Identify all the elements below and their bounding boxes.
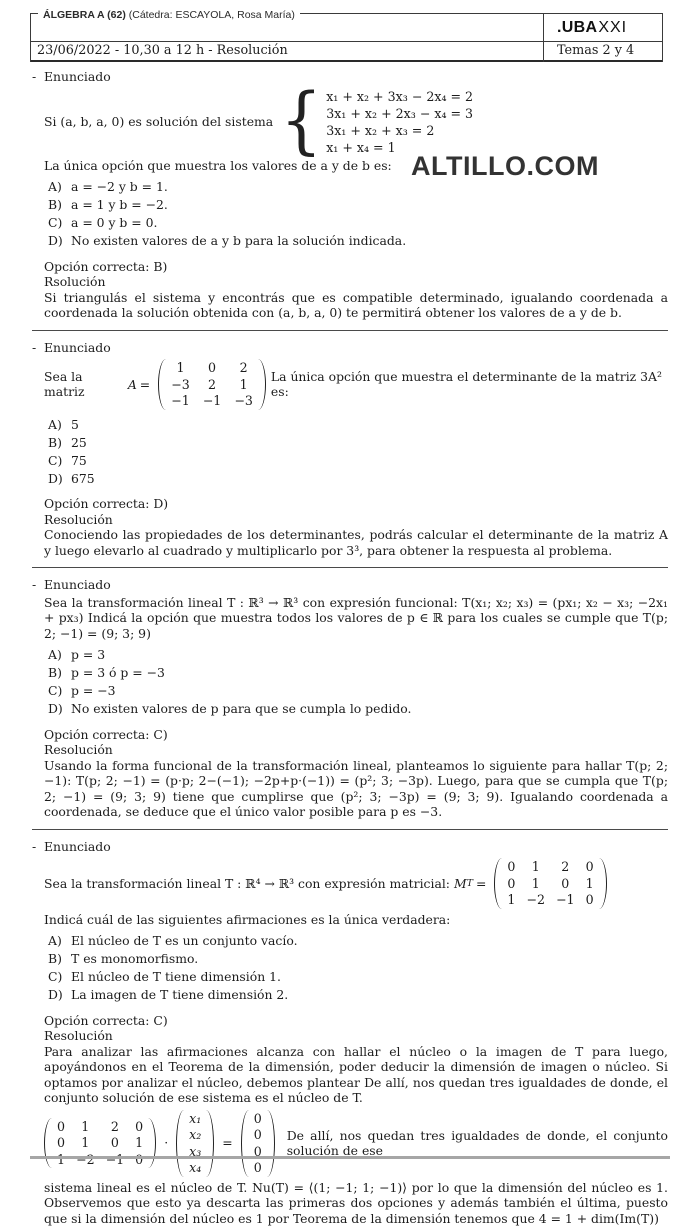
options-list (48, 417, 668, 487)
options-list (48, 647, 668, 717)
left-paren-icon (158, 359, 166, 410)
option-letter: A) (48, 179, 71, 195)
matrix-cell: 0 (586, 892, 594, 908)
resolution-label: Resolución (44, 512, 668, 528)
matrix-cell: 1 (507, 892, 515, 908)
variable-vector (176, 1109, 214, 1178)
matrix-cell: 1 (586, 876, 594, 892)
matrix-cell: 1 (76, 1119, 95, 1135)
option-letter: B) (48, 197, 71, 213)
matrix-cell: 1 (526, 876, 545, 892)
equation-line: x₁ + x₂ + 3x₃ − 2x₄ = 2 (326, 88, 473, 105)
zero-vector (241, 1109, 275, 1178)
option-b (48, 665, 668, 681)
exam-header-table (30, 13, 663, 62)
matrix-cell: 2 (106, 1119, 125, 1135)
option-text: 675 (71, 471, 668, 487)
course-title (38, 8, 300, 24)
system-statement-row (44, 88, 668, 156)
bullet-dash: - (32, 69, 36, 85)
option-text: El núcleo de T es un conjunto vacío. (71, 933, 668, 949)
option-text: a = 1 y b = −2. (71, 197, 668, 213)
option-letter: B) (48, 435, 71, 451)
vector-cell: x₃ (189, 1144, 201, 1160)
matrix-A (158, 358, 266, 411)
matrix-cell: 1 (57, 1152, 65, 1168)
equation-line: 3x₁ + x₂ + 2x₃ − x₄ = 3 (326, 105, 473, 122)
system-brace-icon: { (280, 87, 322, 156)
matrix-cell: −2 (76, 1152, 95, 1168)
option-d (48, 233, 668, 249)
resolution-paragraph-2: sistema lineal es el núcleo de T. Nu(T) = ⟨(1; −1; 1; −1)⟩ por lo que la dimensión del núcleo es 1. Observemos que esto ya descarta las primeras dos opciones y además también el última, puesto que si la dimensión del núcleo es 1 por Teorema de la dimensión tenemos que 4 = 1 + dim(Im(T)) (44, 1180, 668, 1226)
question-text: La única opción que muestra el determinante de la matriz 3A² es: (271, 369, 668, 400)
option-text: T es monomorfismo. (71, 951, 668, 967)
option-a (48, 647, 668, 663)
matrix-cell: −1 (203, 393, 222, 409)
matrix-cell: −3 (171, 377, 190, 393)
matrix-cell: 0 (203, 360, 222, 376)
matrix-grid (166, 358, 258, 411)
matrix-cell: −2 (526, 892, 545, 908)
option-letter: A) (48, 647, 71, 663)
enunciado-label: Enunciado (44, 839, 668, 855)
matrix-cell: 0 (106, 1135, 125, 1151)
vector-grid (249, 1109, 267, 1178)
option-d (48, 471, 668, 487)
logo-uba: .UBA (557, 19, 597, 36)
matrix-cell: 0 (556, 876, 575, 892)
option-text: 25 (71, 435, 668, 451)
matrix-intro-text: Sea la matriz (44, 369, 124, 400)
option-a (48, 933, 668, 949)
course-title-bold: ÁLGEBRA A (62) (43, 9, 126, 21)
option-b (48, 951, 668, 967)
option-text: La imagen de T tiene dimensión 2. (71, 987, 668, 1003)
matrix-grid (502, 857, 598, 910)
option-text: a = −2 y b = 1. (71, 179, 668, 195)
exam-date-line: 23/06/2022 - 10,30 a 12 h - Resolución (31, 43, 288, 58)
option-letter: C) (48, 215, 71, 231)
option-c (48, 969, 668, 985)
vector-cell: x₄ (189, 1160, 201, 1176)
matrix-cell: 2 (556, 859, 575, 875)
resolution-paragraph-1: Para analizar las afirmaciones alcanza con hallar el núcleo o la imagen de T para luego, apoyándonos en el Teorema de la dimensión, poder deducir la dimensión de imagen o núcleo. Si optamos por analizar el núcleo, debemos plantear De allí, nos quedan tres igualdades de donde, el conjunto solución de ese sistema es el núcleo de T. (44, 1044, 668, 1106)
header-course-cell (31, 13, 543, 41)
matrix-statement-row (44, 358, 668, 411)
resolution-text: Usando la forma funcional de la transformación lineal, planteamos lo siguiente para hallar T(p; 2; −1): T(p; 2; −1) = (p·p; 2−(−1); −2p+p·(−1)) = (p²; 3; −3p). Luego, para que se cumpla que T(p; 2; −1) = (9; 3; 9) tiene que cumplirse que (p²; 3; −3p) = (9; 3; 9). Igualando coordenada a coordenada, se deduce que el único valor posible para p es −3. (44, 758, 668, 820)
option-c (48, 453, 668, 469)
correct-option: Opción correcta: D) (44, 496, 668, 512)
section-separator (32, 567, 668, 568)
section-separator (32, 330, 668, 331)
option-letter: A) (48, 933, 71, 949)
option-letter: D) (48, 233, 71, 249)
correct-option: Opción correcta: C) (44, 727, 668, 743)
bottom-separator (30, 1156, 670, 1159)
equals-sign: = (222, 1135, 232, 1151)
exercise-2 (30, 340, 668, 559)
right-paren-icon (206, 1110, 214, 1177)
option-letter: D) (48, 471, 71, 487)
option-a (48, 179, 668, 195)
options-list (48, 179, 668, 249)
matrix-name: M (454, 876, 467, 892)
enunciado-label: Enunciado (44, 340, 668, 356)
matrix-intro-text: Sea la transformación lineal T : ℝ⁴ → ℝ³ con expresión matricial: (44, 876, 450, 892)
option-letter: C) (48, 453, 71, 469)
option-b (48, 435, 668, 451)
option-letter: B) (48, 665, 71, 681)
matrix-MT (494, 857, 606, 910)
vector-cell: 0 (254, 1111, 262, 1127)
option-letter: D) (48, 987, 71, 1003)
right-paren-icon (599, 858, 607, 909)
enunciado-label: Enunciado (44, 577, 668, 593)
matrix-cell: −1 (171, 393, 190, 409)
right-paren-icon (148, 1118, 156, 1169)
vector-cell: 0 (254, 1144, 262, 1160)
matrix-cell: 2 (203, 377, 222, 393)
option-text: El núcleo de T tiene dimensión 1. (71, 969, 668, 985)
kernel-matrix-equation (39, 1109, 668, 1178)
exercise-3 (30, 577, 668, 820)
equation-side-text: De allí, nos quedan tres igualdades de donde, el conjunto solución de ese (280, 1128, 668, 1159)
header-topics-cell (544, 41, 662, 62)
option-letter: A) (48, 417, 71, 433)
header-logo-cell (544, 13, 662, 41)
topics-label: Temas 2 y 4 (544, 43, 634, 58)
matrix-cell: 0 (586, 859, 594, 875)
option-text: No existen valores de a y b para la solución indicada. (71, 233, 668, 249)
statement-text: Sea la transformación lineal T : ℝ³ → ℝ³ con expresión funcional: T(x₁; x₂; x₃) = (px₁; x₂ − x₃; −2x₁ + px₃) Indicá la opción que muestra todos los valores de p ∈ ℝ para los cuales se cumple que T(p; 2; −1) = (9; 3; 9) (44, 595, 668, 642)
option-letter: B) (48, 951, 71, 967)
matrix-cell: 1 (171, 360, 190, 376)
uba-xxi-logo (557, 20, 627, 36)
equals-sign: = (140, 377, 150, 393)
equation-line: x₁ + x₄ = 1 (326, 139, 473, 156)
vector-cell: 0 (254, 1160, 262, 1176)
equation-system (326, 88, 473, 156)
matrix-cell: 1 (526, 859, 545, 875)
altillo-watermark: ALTILLO.COM (411, 159, 599, 175)
right-paren-icon (267, 1110, 275, 1177)
logo-xxi: XXI (598, 19, 627, 36)
resolution-label: Resolución (44, 742, 668, 758)
vector-cell: x₂ (189, 1127, 201, 1143)
option-text: a = 0 y b = 0. (71, 215, 668, 231)
matrix-name: A (128, 377, 137, 393)
left-paren-icon (241, 1110, 249, 1177)
left-paren-icon (494, 858, 502, 909)
option-letter: C) (48, 969, 71, 985)
matrix-grid (52, 1117, 148, 1170)
option-d (48, 987, 668, 1003)
matrix-cell: 2 (234, 360, 253, 376)
option-c (48, 683, 668, 699)
enunciado-label: Enunciado (44, 69, 668, 85)
matrix-statement-row (44, 857, 668, 910)
option-text: p = 3 (71, 647, 668, 663)
option-b (48, 197, 668, 213)
bullet-dash: - (32, 839, 36, 855)
bullet-dash: - (32, 577, 36, 593)
option-letter: D) (48, 701, 71, 717)
system-intro-text: Si (a, b, a, 0) es solución del sistema (44, 114, 273, 130)
option-c (48, 215, 668, 231)
left-paren-icon (176, 1110, 184, 1177)
question-text: La única opción que muestra los valores de a y de b es: (44, 158, 668, 174)
dot-operator: · (164, 1135, 168, 1151)
resolution-label: Resolución (44, 1028, 668, 1044)
option-text: 5 (71, 417, 668, 433)
course-title-rest: (Cátedra: ESCAYOLA, Rosa María) (126, 9, 295, 21)
left-paren-icon (44, 1118, 52, 1169)
matrix-cell: 1 (76, 1135, 95, 1151)
option-text: p = 3 ó p = −3 (71, 665, 668, 681)
option-text: p = −3 (71, 683, 668, 699)
matrix-cell: 1 (135, 1135, 143, 1151)
bullet-dash: - (32, 340, 36, 356)
matrix-cell: 0 (135, 1119, 143, 1135)
matrix-cell: 0 (57, 1119, 65, 1135)
right-paren-icon (258, 359, 266, 410)
vector-cell: 0 (254, 1127, 262, 1143)
resolution-label: Rsolución (44, 274, 668, 290)
matrix-cell: 0 (507, 876, 515, 892)
option-d (48, 701, 668, 717)
correct-option: Opción correcta: B) (44, 259, 668, 275)
matrix-cell: 0 (57, 1135, 65, 1151)
header-left-column (30, 13, 543, 62)
matrix-cell: −1 (556, 892, 575, 908)
equation-line: 3x₁ + x₂ + x₃ = 2 (326, 122, 473, 139)
matrix-name-subscript: T (467, 876, 473, 892)
vector-grid (184, 1109, 206, 1178)
section-separator (32, 829, 668, 830)
matrix-MT-equation (44, 1117, 156, 1170)
matrix-cell: 0 (507, 859, 515, 875)
header-right-column (543, 13, 663, 62)
matrix-cell: −1 (106, 1152, 125, 1168)
option-text: 75 (71, 453, 668, 469)
equals-sign: = (476, 876, 486, 892)
matrix-cell: 0 (135, 1152, 143, 1168)
exercise-4 (30, 839, 668, 1226)
matrix-cell: 1 (234, 377, 253, 393)
vector-cell: x₁ (189, 1111, 201, 1127)
option-letter: C) (48, 683, 71, 699)
resolution-text: Si triangulás el sistema y encontrás que es compatible determinado, igualando coordenada a coordenada la solución obtenida con (a, b, a, 0) te permitirá obtener los valores de a y de b. (44, 290, 668, 321)
options-list (48, 933, 668, 1003)
header-date-cell (31, 41, 543, 62)
correct-option: Opción correcta: C) (44, 1013, 668, 1029)
option-a (48, 417, 668, 433)
exercise-1 (30, 69, 668, 321)
option-text: No existen valores de p para que se cumpla lo pedido. (71, 701, 668, 717)
resolution-text: Conociendo las propiedades de los determinantes, podrás calcular el determinante de la matriz A y luego elevarlo al cuadrado y multiplicarlo por 3³, para obtener la respuesta al problema. (44, 527, 668, 558)
exam-body (30, 60, 668, 1226)
matrix-cell: −3 (234, 393, 253, 409)
question-text: Indicá cuál de las siguientes afirmaciones es la única verdadera: (44, 912, 668, 928)
